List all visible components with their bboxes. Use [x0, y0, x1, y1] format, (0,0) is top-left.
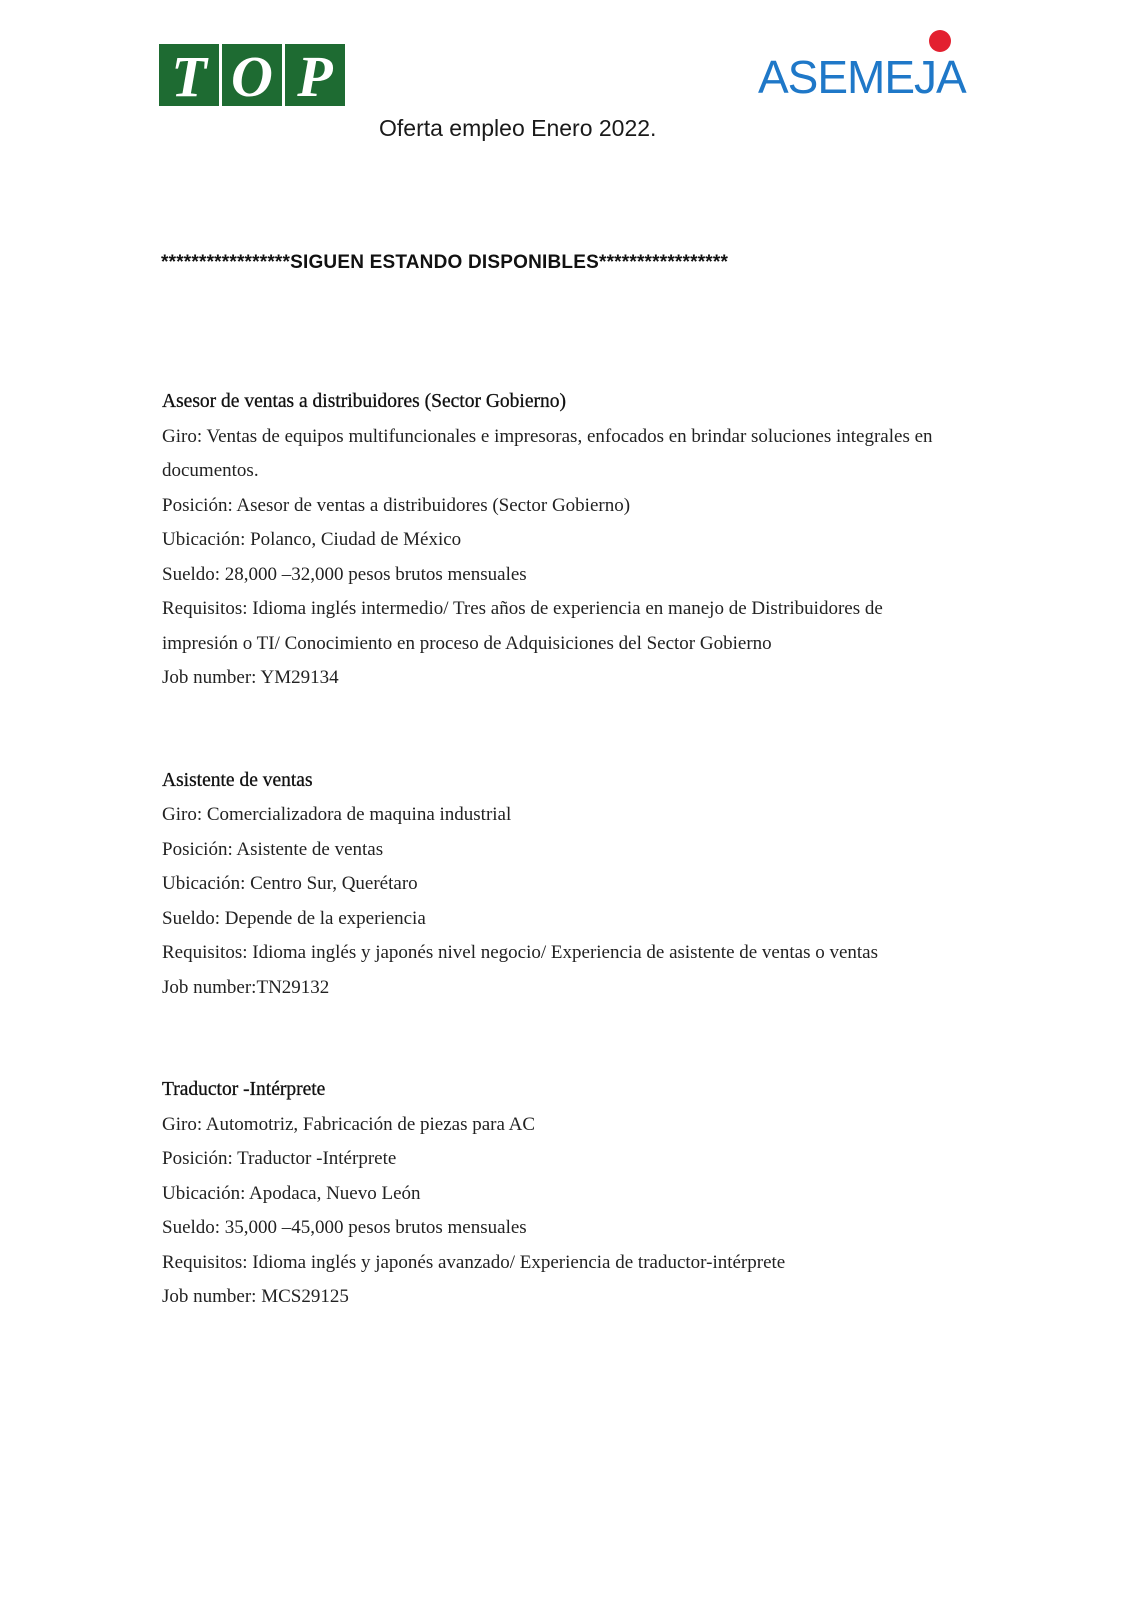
job-listing	[162, 1073, 952, 1315]
job-ubicacion: Ubicación: Apodaca, Nuevo León	[162, 1182, 421, 1204]
job-sueldo: Sueldo: 35,000 –45,000 pesos brutos mensuales	[162, 1217, 527, 1238]
job-sueldo: Sueldo: Depende de la experiencia	[162, 907, 426, 929]
job-giro: Giro: Ventas de equipos multifuncionales e impresoras, enfocados en brindar soluciones integrales en documentos.	[162, 425, 933, 481]
job-number: Job number: MCS29125	[162, 1286, 349, 1307]
job-title: Asesor de ventas a distribuidores (Sector Gobierno)	[162, 391, 566, 412]
job-ubicacion: Ubicación: Centro Sur, Querétaro	[162, 873, 418, 894]
availability-banner: *****************SIGUEN ESTANDO DISPONIBLES*****************	[161, 252, 729, 273]
job-title: Asistente de ventas	[162, 769, 313, 791]
job-listing	[162, 385, 952, 696]
top-logo-letter-t: T	[159, 44, 219, 106]
job-requisitos: Requisitos: Idioma inglés y japonés nivel negocio/ Experiencia de asistente de ventas o ventas	[162, 942, 879, 963]
top-logo	[159, 44, 345, 109]
job-list	[162, 385, 952, 1315]
job-giro: Giro: Comercializadora de maquina industrial	[162, 804, 512, 825]
job-listing	[162, 764, 952, 1006]
job-requisitos: Requisitos: Idioma inglés y japonés avanzado/ Experiencia de traductor-intérprete	[162, 1251, 786, 1273]
job-ubicacion: Ubicación: Polanco, Ciudad de México	[162, 529, 462, 550]
job-number: Job number:TN29132	[162, 976, 330, 998]
job-sueldo: Sueldo: 28,000 –32,000 pesos brutos mensuales	[162, 563, 527, 585]
top-logo-letter-o: O	[222, 44, 282, 106]
job-posicion: Posición: Asistente de ventas	[162, 838, 384, 860]
asemeja-logo-red-dot	[929, 30, 951, 52]
job-requisitos: Requisitos: Idioma inglés intermedio/ Tres años de experiencia en manejo de Distribuidores de impresión o TI/ Conocimiento en proceso de Adquisiciones del Sector Gobierno	[162, 598, 883, 654]
job-title: Traductor -Intérprete	[162, 1079, 326, 1100]
asemeja-logo-text: ASEMEJA	[758, 51, 966, 103]
job-posicion: Posición: Traductor -Intérprete	[162, 1148, 397, 1169]
job-giro: Giro: Automotriz, Fabricación de piezas para AC	[162, 1113, 536, 1135]
asemeja-logo	[758, 46, 968, 110]
job-number: Job number: YM29134	[162, 667, 339, 688]
top-logo-letter-p: P	[285, 44, 345, 106]
job-posicion: Posición: Asesor de ventas a distribuidores (Sector Gobierno)	[162, 494, 631, 516]
page-title: Oferta empleo Enero 2022.	[379, 115, 657, 141]
